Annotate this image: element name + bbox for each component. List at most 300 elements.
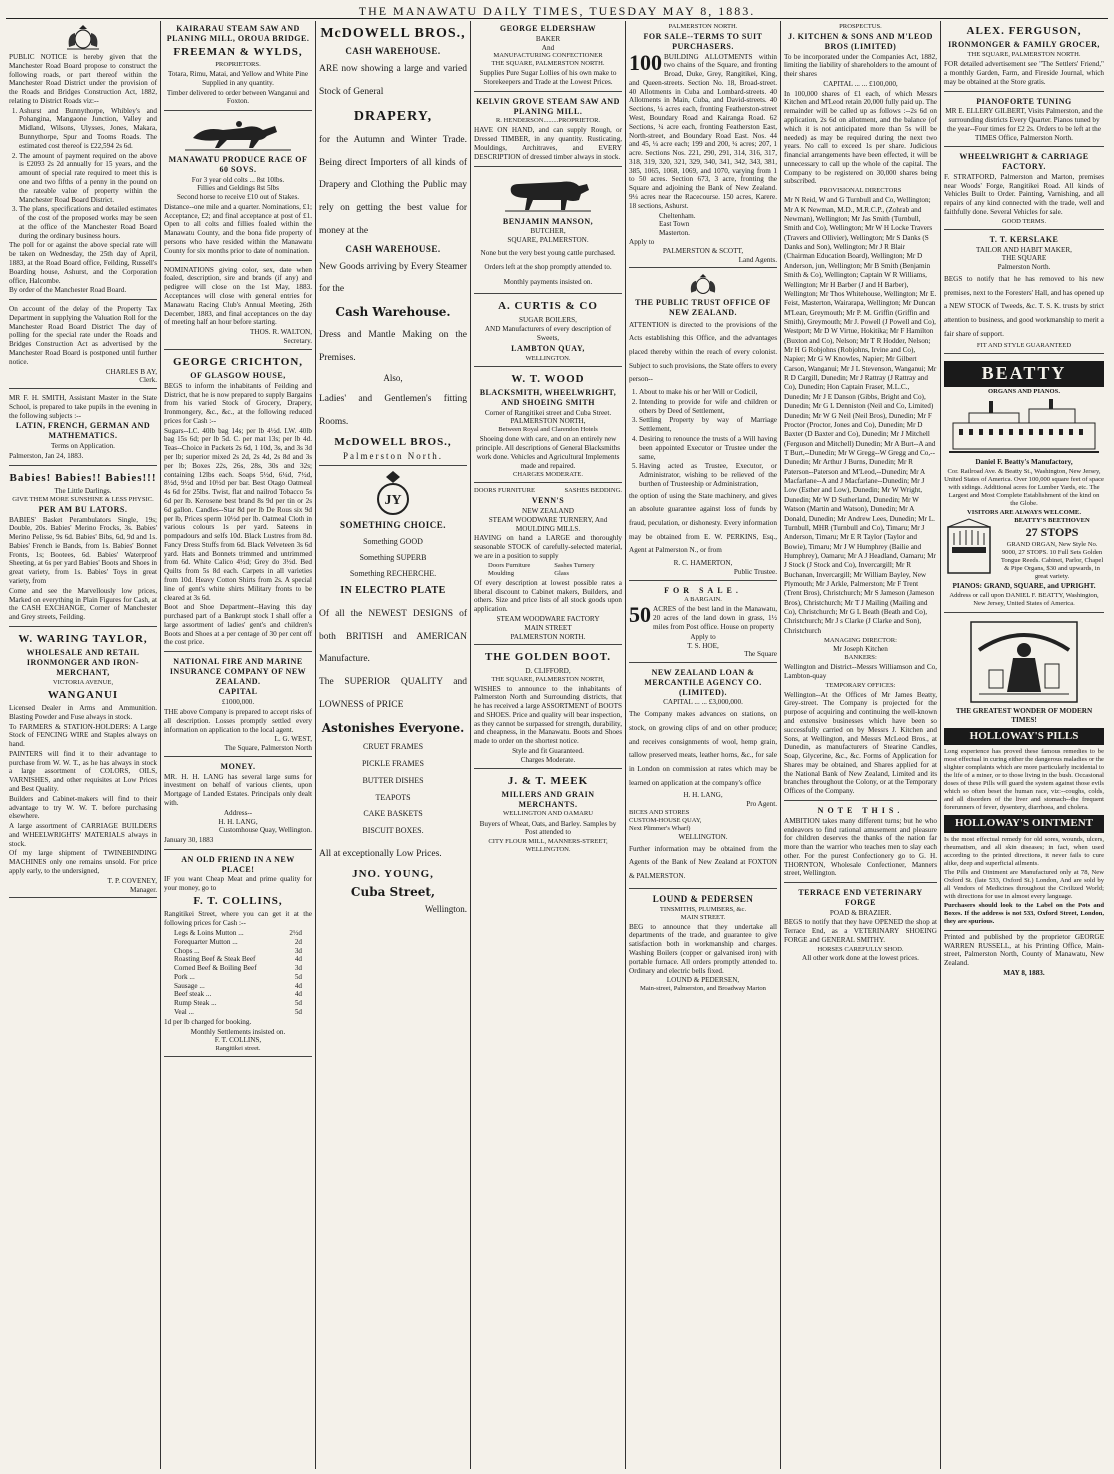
- stratford-ad: [944, 149, 1104, 229]
- prospectus-body: To be incorporated under the Companies Act, 1882, limiting the liability of shareholders to the amount of their shares: [784, 52, 937, 79]
- public-notice-poll: The poll for or against the above special rate will be taken on Wednesday, the 25th day of April, 1883, at the Road Board office, Feilding, Russell's Boarding house, Ashurst, and the Corporation office, Halcombe.: [9, 241, 157, 285]
- collins-price-row: Forequarter Mutton ... 2d: [174, 937, 302, 946]
- fire-capital: £1000,000.: [221, 698, 255, 707]
- royal-crest-icon: [686, 274, 720, 296]
- kerslake-addr: THE SQUARE: [1001, 254, 1047, 263]
- babies-sub2: GIVE THEM MORE SUNSHINE & LESS PHYSIC.: [12, 495, 154, 503]
- money-ad: [164, 759, 312, 850]
- trust-title: THE PUBLIC TRUST OFFICE OF NEW ZEALAND.: [635, 298, 771, 318]
- money-name: H. H. LANG,: [218, 817, 258, 826]
- taylor-title: W. WARING TAYLOR,: [18, 632, 148, 645]
- beatty-name: BEATTY: [944, 361, 1104, 387]
- beatty-address: Address or call upon DANIEL F. BEATTY, Washington, New Jersey, United States of America.: [949, 591, 1099, 607]
- young-item: PICKLE FRAMES: [361, 759, 424, 769]
- trust-item: 2. Intending to provide for wife and children or others by Deed of Settlement,: [639, 398, 777, 416]
- kairanga-body2: Timber delivered to order between Wanganui and Foxton.: [166, 88, 310, 106]
- kerslake-town: Palmerston North.: [997, 263, 1051, 272]
- taylor-sub: WHOLESALE AND RETAIL IRONMONGER AND IRON-MERCHANT,: [26, 648, 140, 677]
- beatty-sub: ORGANS AND PIANOS.: [988, 388, 1060, 396]
- delay-sign-name: CHARLES B AY,: [105, 367, 157, 376]
- smith-terms: Terms on Application.: [51, 441, 115, 450]
- young-item: BISCUIT BOXES.: [362, 826, 424, 836]
- venn-sashes: SASHES BEDDING.: [564, 487, 622, 495]
- trust-item: 5. Having acted as Trustee, Executor, or Administrator, wishing to be relieved of the burthen of Trusteeship or Administration,: [639, 462, 777, 488]
- beatty-body: Cor. Railroad Ave. & Beatty St., Washington, New Jersey, United States of America. Over 100,000 square feet of space with sidings. Additional acres for Lumber Yards, etc. The Largest and Most Complete Establishment of the kind on the Globe.: [944, 468, 1104, 508]
- beatty-organ-block: [944, 517, 1104, 582]
- nominations-body: NOMINATIONS giving color, sex, date when foaled, description, sire and brands (if any) and pedigree will close on the 1st May, 1883. Acceptances will close with general entries for Manawatu Racing Club's Annual Meeting, 26th December, 1883, and final acceptances on the day of meeting half an hour before starting.: [164, 265, 312, 327]
- masthead: THE MANAWATU DAILY TIMES, TUESDAY MAY 8, 1883.: [6, 4, 1108, 19]
- eldershaw-sub1: BAKER: [535, 34, 561, 43]
- venn-nz: NEW ZEALAND: [522, 507, 574, 516]
- taylor-farmers: To FARMERS & STATION-HOLDERS: A Large Stock of FENCING WIRE and Staples always on hand.: [9, 722, 157, 749]
- crichton-prices: Sugars--LC. 40lb bag 14s; per lb 4½d. LW. 40lb bag 15s 6d; per lb 5d. C. per mat 13s; per lb 4d. Teas--Choice in Packets 2s 6d, 1 10d, 3s, and 3s 3d per lb; superior mixed 2s 2d, 2s 4d, 2s 8d and 3s per lb; Boxes 22s, 26s, 28s, 30s and 32s; containing 12lbs each. Soaps 5½d, 6¼d, 7½d, 8½d, 9½d and 10½d per bar. Best Otago Oatmeal 4s 6d for 25lbs. Twist, flat and nailrod Tobacco 5s 6d per lb. Kerosene best brand 8s 9d per tin or 2s 6d gallon. Candles--Star 8d per lb De Rous six 9d per lb, Prices sperm 10½d per lb. Oatmeal Cloth in various colours 1s per yard. Sateens in pompadours and selfs 10d. Black Lustres from 8d. Fancy Dress Stuffs from 6d. Black Velveteen 3s 6d yard. Hats and Bonnets trimmed and untrimmed from 6d. White Calico 4½d; Grey do 3½d. Bed Quilts from 5s 8d each. Carpets in all varieties from 10d. Heavy Cotton Shirts from 2s. A special line of gent's white shirts Military fronts to be cleared at 3s 6d.: [164, 426, 312, 602]
- forsale-body: ACRES of the best land in the Manawatu, 20 acres of the land down in grass, 1½ miles from Post office. House on property: [653, 605, 777, 631]
- electro-plate: IN ELECTRO PLATE: [340, 584, 446, 596]
- delay-sign-title: Clerk.: [139, 376, 157, 385]
- young-item: CRUET FRAMES: [362, 742, 424, 752]
- wood-town: PALMERSTON NORTH,: [510, 417, 586, 426]
- beatty-organ: GRAND ORGAN, New Style No. 9000, 27 STOPS. 10 Full Sets Golden Tongue Reeds. Cabinet, Parlor, Chapel & Pipe Organs, $30 and upwards, in great variety.: [1000, 540, 1104, 581]
- loan-agency-ad: [629, 665, 777, 889]
- mcdowell-place: Palmerston North.: [319, 451, 467, 466]
- mcdowell-lines5: Ladies' and Gentlemen's fitting Rooms.: [319, 394, 467, 428]
- column-5: [626, 21, 781, 1469]
- crichton-body: BEGS to inform the inhabitants of Feilding and District, that he is now prepared to supply Bargains from his varied Stock of Grocery, Drapery, Ironmongery, &c., &c., at the following reduced prices for Cash :--: [164, 381, 312, 425]
- columns: [6, 21, 1108, 1469]
- babies-sub1: The Little Darlings.: [54, 486, 112, 495]
- delay-notice-ad: [9, 302, 157, 389]
- young-lines6: Of all the NEWEST DESIGNS of both BRITISH and AMERICAN Manufacture.: [319, 608, 467, 665]
- eldershaw-sub3: MANUFACTURING CONFECTIONER: [493, 52, 603, 60]
- young-items: [319, 742, 467, 836]
- collins-sign: F. T. COLLINS,: [214, 1036, 262, 1045]
- sale-town: Masterton.: [659, 229, 690, 238]
- loan-capital: CAPITAL ... ... £3,000,000.: [663, 698, 743, 707]
- kerslake-sub: TAILOR AND HABIT MAKER,: [976, 245, 1072, 254]
- eldershaw-body: Supplies Pure Sugar Lollies of his own make to Storekeepers and Trade at the Lowest Prices.: [479, 69, 617, 87]
- kairanga-mill-ad: [164, 21, 312, 111]
- beatty-beethoven: BEATTY'S BEETHOVEN: [1014, 517, 1090, 525]
- lound-sign: LOUND & PEDERSEN,: [666, 976, 740, 985]
- venn-ad: [474, 485, 622, 645]
- race-line2: Fillies and Geldings 8st 5lbs: [197, 184, 279, 193]
- meek-title: J. & T. MEEK: [507, 774, 589, 787]
- collins-sign2: Rangitikei street.: [215, 1045, 261, 1053]
- collins-monthly: Monthly Settlements insisted on.: [190, 1027, 286, 1036]
- mcdowell-title2: McDOWELL BROS.,: [334, 436, 452, 449]
- stores-body: Further information may be obtained from the Agents of the Bank of New Zealand at FOXTON & PALMERSTON.: [629, 844, 777, 880]
- kerslake-fit: FIT AND STYLE GUARANTEED: [976, 342, 1072, 350]
- racehorse-icon: [183, 118, 293, 152]
- collins-price-row: Beef steak ... 4d: [174, 990, 302, 999]
- forsale-sub: A BARGAIN.: [684, 596, 722, 604]
- prospectus-capital: CAPITAL ... ... £100,000,: [823, 79, 898, 88]
- young-wellington: Wellington.: [424, 903, 467, 914]
- prospectus-ad: [784, 21, 937, 801]
- babies-body: BABIES' Basket Perambulators Single, 19s; Double, 20s. Babies' Merino Frocks, 3s. Babies' Merino Pelisse, 9s 6d. Babies' Bibs, 6d, 9d and 1s. Babies' French ie Bands, from 1s. Babies' Bonnet Fronts, 1s; Bootees, 6d. Babies' Waterproof Sheeting, at 6s per yard Babies' Boots and Shoes in great variety, from 1s. Babies' Toys in great variety, from: [9, 515, 157, 585]
- note-body: AMBITION takes many different turns; but he who endeavors to find rational amusement and pleasure for children deserves the thanks of the nation far more than the warrior who teaches men to slay each other. For the purest Confectionery go to G. H. THORNTON, Wholesale Confectioner, Manners street, Wellington.: [784, 816, 937, 878]
- prospectus-md: MANAGING DIRECTOR:: [824, 637, 897, 645]
- taylor-ad: [9, 629, 157, 899]
- stores-line2: CUSTOM-HOUSE QUAY,: [629, 816, 702, 824]
- sale-town: East Town: [659, 220, 690, 229]
- prospectus-body2: In 100,000 shares of £1 each, of which Messrs Kitchen and M'Leod retain 20,000 fully paid up. The remainder will be called up as follows :--2s 6d on application, 2s 6d on allotment, and the balance (of which it is not anticipated more than 5s will be needed) as may be required during the next two years. No call to exceed 1s per share. Judicious financial arrangements have been effected, it will be unnecessary to call up the whole of the capital. The Company to be registered on 30,000 shares being subscribed.: [784, 89, 937, 186]
- stratford-title: WHEELWRIGHT & CARRIAGE FACTORY.: [959, 152, 1089, 172]
- sale-agent: PALMERSTON & SCOTT,: [662, 246, 744, 255]
- crichton-title: GEORGE CRICHTON,: [172, 355, 304, 368]
- crichton-sub: OF GLASGOW HOUSE,: [190, 371, 286, 381]
- prospectus-head: PROSPECTUS.: [839, 23, 882, 30]
- curtis-ad: [474, 296, 622, 367]
- lound-ad: [629, 891, 777, 997]
- sale-body: BUILDING ALLOTMENTS within two chains of the Square, and fronting Broad, Duke, Grey, Rangitikei, King, and Queen-streets. Section No. 18, Broad-street. 40 Allotments in Cuba and Lombard-streets. 40 Allotments in Main, Cuba, and David-streets. 40 Sections, ¼ acres each, fronting Featherston-street West, Boundary Road and Kairanga Road. 62 Sections, ¼ acre each, fronting Featherston East, North-street, and Boundary Road East. Nos. 44 and 45, ¼ acre each; 199 and 200, ¼ acres; 207, 1 acre. Sections Nos. 221, 290, 291, 314, 316, 317, 318, 319, 320, 321, 329, 340, 341, 342, 343, 381, 385, 1065, 1068, 1069, and 1070, varying from 1 to 50 acres. Section 673, 3 acre, fronting the Square and adjoining the Bank of New Zealand. 9¼ acres near the Racecourse. 150 acres, Karere. 18 sections, Ashurst.: [629, 52, 777, 210]
- kairanga-prop: PROPRIETORS.: [215, 60, 261, 68]
- fire-sign: L. G. WEST,: [274, 735, 312, 744]
- royal-crest-icon: [63, 25, 103, 51]
- loan-body: The Company makes advances on stations, on stock, on growing clips of and on other produce; and receives consignments of wool, hemp grain, tallow preserved meats, leather horns, &c., for sale in London on commission at rates which may be learned on application at the company's office: [629, 710, 777, 787]
- holloway-ointment: HOLLOWAY'S OINTMENT: [944, 815, 1104, 832]
- curtis-body: AND Manufacturers of every description of Sweets,: [484, 325, 612, 343]
- forsale-num: 50: [629, 602, 651, 628]
- holloway-warning: Purchasers should look to the Label on the Pots and Boxes. If the address is not 533, Oxford Street, London, they are spurious.: [944, 901, 1104, 925]
- imprint: [944, 933, 1104, 978]
- forsale-apply: Apply to: [690, 632, 716, 641]
- column-6: [781, 21, 941, 1469]
- fire-title: NATIONAL FIRE AND MARINE INSURANCE COMPANY OF NEW ZEALAND.: [169, 657, 307, 686]
- loan-sign2: Pro Agent.: [746, 799, 777, 808]
- imprint-date: MAY 8, 1883.: [1003, 969, 1045, 978]
- wood-ad: [474, 369, 622, 484]
- piano-title: PIANOFORTE TUNING: [976, 96, 1072, 106]
- sale-num: 100: [629, 49, 662, 75]
- kelvin-mill-ad: [474, 94, 622, 167]
- jy-monogram-icon: [370, 469, 416, 517]
- column-3: [316, 21, 471, 1469]
- race-line3: Second horse to receive £10 out of Stakes.: [176, 193, 300, 202]
- fire-sign2: The Square, Palmerston North: [224, 744, 312, 753]
- young-lines7: The SUPERIOR QUALITY and LOWNESS of PRICE: [319, 677, 467, 711]
- ferguson-ad: [944, 21, 1104, 92]
- column-1: [6, 21, 161, 1469]
- venn-body2: Of every description at lowest possible rates a liberal discount to Cabinet makers, Builders, and others. Size and price lists of all stock goods upon application.: [474, 578, 622, 614]
- ferguson-body: FOR detailed advertisement see "The Settlers' Friend," a monthly Garden, Farm, and Fireside Journal, which may be obtained at the Store gratis.: [944, 60, 1104, 86]
- holloway-ad: [944, 615, 1104, 931]
- venn-doors: DOORS FURNITURE: [474, 487, 535, 495]
- holloway-pills: HOLLOWAY'S PILLS: [944, 728, 1104, 745]
- venn-town: PALMERSTON NORTH.: [510, 632, 586, 641]
- curtis-town: WELLINGTON.: [525, 354, 571, 362]
- golden-boot-ad: [474, 647, 622, 768]
- wood-title: W. T. WOOD: [511, 372, 585, 385]
- column-7: [941, 21, 1107, 1469]
- ferguson-title: ALEX. FERGUSON,: [966, 25, 1082, 37]
- money-place: Customhouse Quay, Wellington.: [218, 826, 312, 835]
- public-notice-item-1: 1. Ashurst and Bunnythorpe, Whibley's and Pohangina, Mangaone Junction, Valley and Midland, Wilsons, Ulysses, Jones, Makara, Bunnythorpe, Spur and Tooms Roads. The estimated cost thereof is £22,594 2s 6d.: [19, 107, 157, 151]
- manson-ad: [474, 169, 622, 295]
- mcdowell-drapery: DRAPERY,: [353, 108, 433, 124]
- young-lines8: All at exceptionally Low Prices.: [319, 848, 442, 859]
- prospectus-md-name: Mr Joseph Kitchen: [833, 645, 888, 654]
- sale-towns: [629, 212, 777, 238]
- meek-body: Buyers of Wheat, Oats, and Barley. Samples by Post attended to: [479, 819, 617, 837]
- forsale-title: FOR SALE.: [664, 585, 742, 595]
- fire-capital-label: CAPITAL: [218, 687, 258, 697]
- imprint-body: Printed and published by the proprietor GEORGE WARREN RUSSELL, at his Printing Office, Main-street, Palmerston North, County of Manawatu, New Zealand.: [944, 932, 1104, 968]
- taylor-carriage: A large assortment of CARRIAGE BUILDERS and WHEELWRIGHTS' MATERIALS always in stock.: [9, 822, 157, 848]
- manson-name: BENJAMIN MANSON,: [502, 216, 594, 226]
- hygeia-figure-icon: [969, 620, 1079, 704]
- collins-price-row: Legs & Loins Mutton ... 2½d: [174, 928, 302, 937]
- boot-addr: THE SQUARE, PALMERSTON NORTH,: [491, 675, 605, 683]
- eldershaw-ad: [474, 21, 622, 92]
- beatty-stops: 27 STOPS: [1025, 525, 1079, 540]
- money-addr: Address--: [223, 808, 253, 817]
- venn-list-right: Sashes Turnery Glass: [554, 561, 595, 577]
- beatty-mfg: Daniel F. Beatty's Manufactory,: [975, 458, 1073, 467]
- manson-addr: SQUARE, PALMERSTON.: [507, 236, 589, 245]
- collins-title: AN OLD FRIEND IN A NEW PLACE!: [181, 854, 295, 874]
- prospectus-bankers: BANKERS:: [844, 653, 877, 661]
- kelvin-prop: R. HENDERSON.........PROPRIETOR.: [495, 117, 601, 125]
- money-title: MONEY.: [220, 761, 256, 771]
- crichton-boots: Boot and Shoe Department--Having this day purchased part of a Bankrupt stock I shall offer a large assortment of ladies' gent's and children's Boots and Shoes at a per centage of 30 per cent off the cost price.: [164, 603, 312, 647]
- sale-town: Cheltenham.: [659, 211, 696, 220]
- venn-factory: STEAM WOODWARE FACTORY: [496, 614, 600, 623]
- taylor-addr: VICTORIA AVENUE,: [52, 678, 114, 686]
- lound-sign2: Main-street, Palmerston, and Broadway Marton: [640, 985, 766, 993]
- piano-tuning-ad: [944, 94, 1104, 148]
- kerslake-body: BEGS to notify that he has removed to his new premises, next to the Foresters' Hall, and has opened up a NEW STOCK of Tweeds, &c. T. S. K. trusts by strict attention to business, and good workmanship to merit a fair share of support.: [944, 274, 1104, 338]
- lound-title: LOUND & PEDERSEN: [652, 893, 754, 904]
- young-item: CAKE BASKETS: [363, 809, 423, 819]
- loan-sign: H. H. LANG,: [683, 791, 723, 800]
- forsale-sign: T. S. HOE,: [687, 641, 719, 650]
- nominations-ad: [164, 263, 312, 350]
- money-date: January 30, 1883: [164, 836, 214, 845]
- something-good: Something GOOD: [363, 537, 423, 547]
- something-choice: SOMETHING CHOICE.: [339, 520, 446, 531]
- kerslake-ad: [944, 232, 1104, 354]
- holloway-wonder: THE GREATEST WONDER OF MODERN TIMES!: [955, 706, 1093, 724]
- taylor-body: Licensed Dealer in Arms and Ammunition. Blasting Powder and Fuse always in stock.: [9, 703, 157, 721]
- mcdowell-sub: CASH WAREHOUSE.: [345, 46, 441, 57]
- something-recherche: Something RECHERCHE.: [349, 568, 437, 578]
- sale-agent2: Land Agents.: [738, 255, 777, 264]
- mcdowell-cash2: Cash Warehouse.: [335, 305, 451, 320]
- factory-engraving-icon: [949, 399, 1099, 455]
- lound-body: BEG to announce that they undertake all departments of the trade, and guarantee to give satisfaction both in workmanship and charges. Washing Boilers (copper or galvanised iron) with portable furnace. All orders promptly attended to. Ordinary and electric bells fixed.: [629, 922, 777, 975]
- astonishes: Astonishes Everyone.: [321, 720, 465, 735]
- young-cuba: Cuba Street,: [350, 885, 436, 900]
- babies-title: Babies! Babies!! Babies!!!: [9, 471, 157, 484]
- collins-name: F. T. COLLINS,: [193, 894, 283, 907]
- sale-body-wrap: [629, 49, 777, 211]
- sale-head: PALMERSTON NORTH.: [668, 23, 738, 30]
- venn-title: VENN'S: [531, 496, 565, 506]
- boot-body: WISHES to announce to the inhabitants of Palmerston North and Surrounding districts, that he has received a large ASSORTMENT of BOOTS and SHOES. Price and quality will bear inspection, as they cannot be surpassed for strength, durability, and cheapness, in the Manawatu. Boots and Shoes made to order on the shortest notice.: [474, 684, 622, 746]
- wood-addr: Corner of Rangitikei street and Cuba Street.: [484, 408, 612, 417]
- stores-line3: Next Plimmer's Wharf): [629, 824, 691, 832]
- collins-price-row: Pork ... 5d: [174, 972, 302, 981]
- kairanga-title: KAIRARAU STEAM SAW AND PLANING MILL, OROUA BRIDGE.: [166, 24, 310, 43]
- land-sale-ad: [629, 21, 777, 268]
- note-this-ad: [784, 803, 937, 883]
- holloway-pills-body: Long experience has proved these famous remedies to be most effectual in curing either the dangerous maladies or the slighter complaints which are more particularly incidental to the life of a miner, or to those living in the bush. Occasional doses of these Pills will guard the system against those evils which so often beset the human race, viz:--coughs, colds, and all disorders of the liver and stomach--the frequent forerunners of fever, dysentery, diarrhoea, and cholera.: [944, 747, 1104, 812]
- kelvin-body: HAVE ON HAND, and can supply Rough, or Dressed TIMBER, in any quantity. Rusticating, Mouldings, Architraves, and EVERY DESCRIPTION of dressed timber always in stock.: [474, 126, 622, 161]
- trust-sign: R. C. HAMERTON,: [673, 559, 733, 568]
- babies-ad: [9, 468, 157, 627]
- young-name: JNO. YOUNG,: [352, 867, 434, 880]
- kelvin-title: KELVIN GROVE STEAM SAW AND PLANING MILL.: [476, 96, 620, 116]
- holloway-oint-body: Is the most effectual remedy for old sores, wounds, ulcers, rheumatism, and all skin diseases; in fact, when used according to the printed directions, it never fails to cure alike, deep and superficial ailments.: [944, 835, 1104, 867]
- young-item: BUTTER DISHES: [362, 775, 424, 785]
- babies-body2: Come and see the Marvellously low prices, Marked on everything in Plain Figures for Cash, at the CASH EXCHANGE, Corner of Manchester and Grey streets, Feilding.: [9, 586, 157, 622]
- eldershaw-addr: THE SQUARE, PALMERSTON NORTH.: [491, 60, 605, 68]
- forge-body: BEGS to notify that they have OPENED the shop at Terrace End, as a VETERINARY SHOEING FORGE and GENERAL SMITHY.: [784, 918, 937, 945]
- wood-sub: BLACKSMITH, WHEELWRIGHT, AND SHOEING SMITH: [479, 388, 617, 407]
- collins-ad: [164, 852, 312, 1057]
- venn-main: MAIN STREET: [524, 623, 572, 632]
- forge-note: HORSES CAREFULLY SHOD.: [817, 945, 904, 953]
- forge-ad: [784, 885, 937, 965]
- piano-body: MR E. ELLERY GILBERT, Visits Palmerston, and the surrounding districts Every Quarter. Pianos tuned by the year--Four times for £2 2s. Orders to be left at the TIMES Office, Palmerston North.: [945, 107, 1103, 142]
- boot-title: THE GOLDEN BOOT.: [484, 651, 612, 664]
- curtis-sub: SUGAR BOILERS,: [519, 315, 577, 324]
- prospectus-prov: PROVISIONAL DIRECTORS: [819, 187, 902, 195]
- prospectus-bankers-body: Wellington and District--Messrs Williamson and Co, Lambton-quay: [784, 663, 937, 680]
- wood-body: Shoeing done with care, and on an entirely new principle. All descriptions of General Blacksmiths work done. Vehicles and Agricultural Implements made and repaired.: [475, 435, 621, 470]
- young-item: TEAPOTS: [375, 792, 411, 802]
- stratford-body: F. STRATFORD, Palmerston and Marton, premises near Woods' Forge, Rangitikei Road. All kinds of Vehicles Built to Order. Painting, Varnishing, and all repairs of any kind connected with the trade, well and faithfully done. Several Vehicles for sale.: [944, 172, 1104, 217]
- race-line1: For 3 year old colts ... 8st 10lbs.: [191, 175, 285, 184]
- crichton-ad: [164, 352, 312, 653]
- meek-sub: MILLERS AND GRAIN MERCHANTS.: [501, 789, 595, 809]
- loan-title: NEW ZEALAND LOAN & MERCANTILE AGENCY CO. (LIMITED).: [644, 668, 762, 697]
- public-notice-item-2: 2. The amount of payment required on the above is £2093 2s 2d annually for 15 years, and the amount of special rate required to meet this is one and two fifths of a penny in the pound on the rateable value of property within the Manchester Road Board District.: [19, 152, 157, 205]
- boot-name: D. CLIFFORD,: [525, 666, 571, 675]
- taylor-builders: Builders and Cabinet-makers will find to their advantage to try W. W. T. before purchasing elsewhere.: [9, 794, 157, 821]
- taylor-sign: T. P. COVENEY,: [107, 876, 157, 885]
- forge-body2: All other work done at the lowest prices.: [802, 953, 919, 962]
- collins-price-row: Chops ... 3d: [174, 946, 302, 955]
- trust-item: 3. Settling Property by way of Marriage Settlement,: [639, 416, 777, 434]
- collins-body2: Rangitikei Street, where you can get it at the following prices for Cash :--: [164, 910, 312, 928]
- wood-hotels: Between Royal and Clarendon Hotels: [498, 426, 598, 434]
- forsale-body-wrap: [629, 602, 777, 631]
- beatty-organ-text: [1000, 517, 1104, 582]
- money-body: MR. H. H. LANG has several large sums for investment on behalf of various clients, upon Mortgage of Landed Estates. Principals only dealt with.: [164, 772, 312, 807]
- prospectus-temp: TEMPORARY OFFICES:: [825, 681, 896, 689]
- venn-list-row: [474, 562, 622, 578]
- sale-title: FOR SALE--TERMS TO SUIT PURCHASERS.: [643, 32, 763, 51]
- public-trust-ad: [629, 270, 777, 580]
- collins-price-row: Corned Beef & Boiling Beef 3d: [174, 964, 302, 973]
- taylor-sign-title: Manager.: [130, 885, 157, 894]
- stratford-terms: GOOD TERMS.: [1001, 217, 1047, 225]
- prospectus-title: J. KITCHEN & SONS AND M'LEOD BROS (LIMITED): [788, 32, 933, 51]
- public-notice-signoff: By order of the Manchester Road Board.: [9, 286, 127, 295]
- trust-body2: the option of using the State machinery, and gives an absolute guarantee against loss of funds by fraud, peculation, or dishonesty. Every information may be obtained from E. W. PERKINS, Esq., Agent at Palmerston N., or from: [629, 491, 777, 555]
- collins-price-row: Roasting Beef & Steak Beef 4d: [174, 955, 302, 964]
- smith-place: Palmerston, Jan 24, 1883.: [9, 451, 84, 460]
- mcdowell-lines4: Dress and Mantle Making on the Premises.: [319, 329, 467, 363]
- beatty-piano: PIANOS: GRAND, SQUARE, and UPRIGHT.: [952, 582, 1096, 591]
- collins-note: 1d per lb charged for booking.: [164, 1017, 252, 1026]
- collins-price-row: Veal ... 5d: [174, 1007, 302, 1016]
- public-notice-intro: PUBLIC NOTICE is hereby given that the Manchester Road Board propose to construct the following roads, or part thereof within the Manchester Road District under the provision of the Roads and Bridges Construction Act, 1882, relating to District Roads viz:--: [9, 53, 157, 105]
- trust-sign2: Public Trustee.: [733, 567, 777, 576]
- nominations-sign-title: Secretary.: [283, 336, 312, 345]
- curtis-addr: LAMBTON QUAY,: [511, 343, 585, 353]
- ferguson-addr: THE SQUARE, PALMERSTON NORTH.: [967, 51, 1081, 59]
- mcdowell-also: Also,: [383, 373, 403, 384]
- trust-item: 1. About to make his or her Will or Codicil,: [639, 388, 777, 397]
- forge-firm: POAD & BRAZIER.: [829, 908, 892, 917]
- column-2: [161, 21, 316, 1469]
- curtis-title: A. CURTIS & CO: [498, 300, 598, 313]
- prospectus-directors: Mr N Reid, W and G Turnbull and Co, Wellington; Mr A K Newman, M.D., M.R.C.P., (Zohrab and Newman), Wellington; Mr Jas Smith (Turnbull, Smith and Co), Wellington; Mr W H Locke Travers (Travers and Ollivier), Wellington; Mr S Danks (S Danks and Son), Wellington; Mr J R Blair (Chairman Education Board), Wellington; Mr D Anderson, jun, Wellington; Mr B Smith (Benjamin Smith & Co), Wellington; Captain W R Williams, Wellington; Mr H Barber (J and H Barber), Wellington; Mr Thos Whitehouse, Wellington; Mr E. Feist, Masterton, Wairarapa, Wellington; Mr Duncan M'Lean, Greymouth; Mr P. M. Griffin (Griffin and Smith), Greymouth; Mr J. Powell (J Powell and Co), Westport; Mr D W Virtue, Hokitika; Mr F Hamilton (Buxton and Co), Nelson; Mr T R Hodder, Nelson; Mr H G Robjohns (Robjohns, Irvine and Co), Napier; Mr G W Knowles, Napier; Mr Gilbert Carson, Wanganui; Mr J L Stevenson, Wanganui; Mr R D Cargill, Dunedin; Mr J Rattray (J Rattray and Co), Dunedin; Hon Captain Fraser, M.L.C., Dunedin; Mr J E Danson (Gibbs, Bright and Co), Dunedin; Mr G L Denniston (Neil and Co, Limited) Dunedin; Mr W G Neil (Neil Bros), Dunedin; Mr F Proctor (Proctor, Jones and Co), Dunedin; Mr D Baxter (D Baxter and Co), Dunedin; Mr J Mitchell (Ferguson and Mitchell) Dunedin; Mr A Burt--A and T Burt,--Dunedin; Mr W Gregg--W Gregg and Co,--Dunedin; Mr Arthur J Burns, Dunedin; Mr R Paterson--Paterson and M'Leod,--Dunedin; Mr A Macfarlane--A and J Macfarlane--Dunedin; Mr J Low (Esther and Low), Dunedin; Mr W Wright, Dunedin; Mr W D Sutherland, Dunedin; Mr W Watson (Martin and Watson), Dunedin; Mr A Donald, Dunedin; Mr Andrew Lees, Dunedin; Mr L. Turnbull, MHR (Turnbull and Co), Timaru; Mr J Anderson, Timaru; Mr E R Taylor (Taylor and Bowie), Timaru; Mr J W Humphrey (Bailie and Humphrey), Oamaru; Mr A J Headland, Oamaru; Mr J Stock (J Stock and Co), Invercargill; Mr R Buchanan, Invercargill; Mr William Bayley, New Plymouth; Mr J Arkle, Palmerston; Mr F Trent (Trent Bros), Christchurch; Mr S Jameson (Jameson Bros), Christchurch; Mr T J Mailing (Mailing and Co), Christchurch; Mr G L Beath (Beath and Co), Christchurch; Mr J s Clarke (J Clarke and Son), Christchurch: [784, 196, 937, 635]
- meek-town: WELLINGTON AND OAMARU: [503, 810, 593, 818]
- fire-body: THE above Company is prepared to accept risks of all description. Losses promptly settled every information on application to the local agent.: [164, 708, 312, 734]
- for-sale-ad: [629, 583, 777, 663]
- public-notice-item-3: 3. The plans, specifications and detailed estimates of the cost of the proposed works may be seen at the office of the Manchester Road Board during the ordinary business hours.: [19, 205, 157, 240]
- wood-charges: CHARGES MODERATE.: [513, 471, 583, 479]
- stores-line1: BICES AND STORES: [629, 808, 690, 816]
- mcdowell-cash: CASH WAREHOUSE.: [345, 243, 441, 254]
- collins-body: IF you want Cheap Meat and prime quality for your money, go to: [164, 875, 312, 893]
- fire-insurance-ad: [164, 654, 312, 757]
- race-body: Distance--one mile and a quarter. Nominations, £1; Acceptance, £2; and final acceptance at post of £1. Open to all colts and fillies foaled within the Manawatu County, and the bona fide property of persons who have resided within the Manawatu County for six months prior to date of nomination.: [164, 202, 312, 255]
- forge-title: TERRACE END VETERINARY FORGE: [798, 888, 923, 907]
- trust-body: ATTENTION is directed to the provisions of the Acts establishing this Office, and the advantages placed thereby within the reach of every colonist. Subject to such provisions, the State offers to every person--: [629, 320, 777, 384]
- taylor-twine: Of my large shipment of TWINEBINDING MACHINES only one remains unsold. For price apply early, to the undersigned,: [9, 849, 157, 876]
- beatty-ad: [944, 356, 1104, 613]
- eldershaw-sub2: And: [541, 43, 555, 52]
- mcdowell-lines1: ARE now showing a large and varied Stock of General: [319, 64, 467, 97]
- meek-addr: CITY FLOUR MILL, MANNERS-STREET, WELLINGTON.: [488, 838, 608, 854]
- svg-text:JY: JY: [384, 493, 402, 509]
- venn-body: HAVING on hand a LARGE and thoroughly seasonable STOCK of carefully-selected material, we are in a position to supply: [474, 534, 622, 560]
- venn-sub: STEAM WOODWARE TURNERY, And MOULDING MILLS.: [488, 515, 608, 533]
- manson-body: None but the very best young cattle purchased. Orders left at the shop promptly attended to. Monthly payments insisted on.: [480, 248, 616, 286]
- collins-price-row: Sausage ... 4d: [174, 981, 302, 990]
- smith-tuition-ad: [9, 391, 157, 465]
- something-superb: Something SUPERB: [359, 553, 427, 563]
- forsale-sign2: The Square: [744, 650, 777, 659]
- kerslake-title: T. T. KERSLAKE: [989, 234, 1059, 244]
- delay-notice-text: On account of the delay of the Property Tax Department in supplying the Valuation Roll for the Manchester Road Board District The day of polling for the special rate under the Roads and Bridges Construction Act as advertised by the Manchester Road Board is postponed until further notice.: [9, 305, 157, 366]
- bull-icon: [503, 174, 593, 214]
- sale-apply: Apply to: [629, 237, 655, 246]
- holloway-mfg: The Pills and Ointment are Manufactured only at 78, New Oxford St. (late 533, Oxford St.) London, And are sold by all Vendors of Medicines throughout the Civilized World; with directions for use in almost every language.: [944, 868, 1104, 900]
- beatty-visitors: VISITORS ARE ALWAYS WELCOME.: [967, 509, 1081, 517]
- ferguson-sub: IRONMONGER & FAMILY GROCER,: [948, 40, 1100, 50]
- smith-text: MR F. H. SMITH, Assistant Master in the State School, is prepared to take pupils in the evening in the following subjects :--: [9, 394, 157, 420]
- trust-list: [639, 388, 777, 489]
- collins-price-row: Rump Steak ... 5d: [174, 999, 302, 1008]
- venn-list-left: Doors Furniture Moulding: [488, 561, 531, 577]
- mcdowell-lines3: New Goods arriving by Every Steamer for the: [319, 261, 468, 295]
- venn-header-row: [474, 487, 622, 495]
- note-title: NOTE THIS.: [817, 805, 904, 815]
- race-title: MANAWATU PRODUCE RACE OF 60 SOVS.: [168, 155, 308, 174]
- taylor-painters: PAINTERS will find it to their advantage to purchase from W. W. T., as he has always in stock a large assortment of COLORS, OILS, VARNISHES, and other requisites at Low Prices and Best Quality.: [9, 749, 157, 793]
- kairanga-firm: FREEMAN & WYLDS,: [173, 45, 303, 58]
- manson-trade: BUTCHER,: [530, 227, 566, 236]
- mcdowell-title: McDOWELL BROS.,: [320, 26, 466, 41]
- organ-icon: [944, 517, 994, 577]
- nominations-sign: THOS. R. WALTON,: [250, 328, 312, 337]
